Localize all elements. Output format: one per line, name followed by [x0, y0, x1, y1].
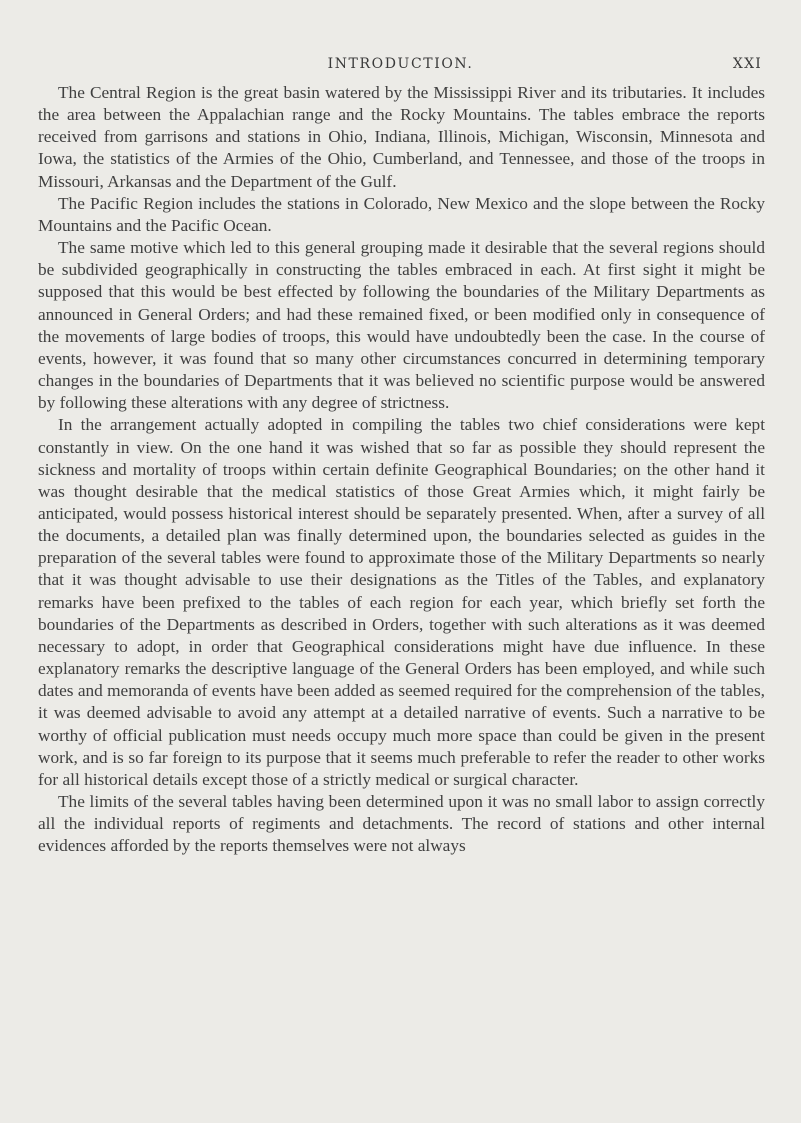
paragraph-arrangement-adopted: In the arrangement actually adopted in compiling the tables two chief considerations were kept constantly in view. On the one hand it was wished that so far as possible they should represent the sickness and mortality of troops within certain definite Geographical Boundaries; on the other hand it was thought desirable that the medical statistics of those Great Armies which, it might fairly be anticipated, would possess historical interest should be separately presented. When, after a survey of all the documents, a detailed plan was finally determined upon, the boundaries selected as guides in the preparation of the several tables were found to approximate those of the Military Departments so nearly that it was thought advisable to use their designations as the Titles of the Tables, and explanatory remarks have been prefixed to the tables of each region for each year, which briefly set forth the boundaries of the Departments as described in Orders, together with such alterations as it was deemed necessary to adopt, in order that Geographical considerations might have due influence. In these explanatory remarks the descriptive language of the General Orders has been employed, and while such dates and memoranda of events have been added as seemed required for the comprehension of the tables, it was deemed advisable to avoid any attempt at a detailed narrative of events. Such a narrative to be worthy of official publication must needs occupy much more space than could be given in the present work, and is so far foreign to its purpose that it seems much preferable to refer the reader to other works for all historical details except those of a strictly medical or surgical character. — [38, 415, 765, 789]
paragraph-central-region: The Central Region is the great basin watered by the Mississippi River and its tributaries. It includes the area between the Appalachian range and the Rocky Mountains. The tables embrace the reports received from garrisons and stations in Ohio, Indiana, Illinois, Michigan, Wisconsin, Minnesota and Iowa, the statistics of the Armies of the Ohio, Cumberland, and Tennessee, and those of the troops in Missouri, Arkansas and the Department of the Gulf. — [38, 83, 765, 191]
running-title: INTRODUCTION. — [327, 56, 474, 72]
paragraph-table-limits: The limits of the several tables having been determined upon it was no small labor to assign correctly all the individual reports of regiments and detachments. The record of stations and other internal evidences afforded by the reports themselves were not always — [38, 792, 765, 856]
running-head — [0, 56, 801, 80]
paragraph-pacific-region: The Pacific Region includes the stations in Colorado, New Mexico and the slope between the Rocky Mountains and the Pacific Ocean. — [38, 193, 765, 235]
paragraph-subdivision-motive: The same motive which led to this general grouping made it desirable that the several regions should be subdivided geographically in constructing the tables embraced in each. At first sight it might be supposed that this would be best effected by following the boundaries of the Military Departments as announced in General Orders; and had these remained fixed, or been modified only in consequence of the movements of large bodies of troops, this would have undoubtedly been the case. In the course of events, however, it was found that so many other circumstances concurred in determining temporary changes in the boundaries of Departments that it was believed no scientific purpose would be answered by following these alterations with any degree of strictness. — [38, 238, 765, 413]
page-number: XXI — [732, 56, 762, 72]
body-text — [38, 82, 765, 857]
